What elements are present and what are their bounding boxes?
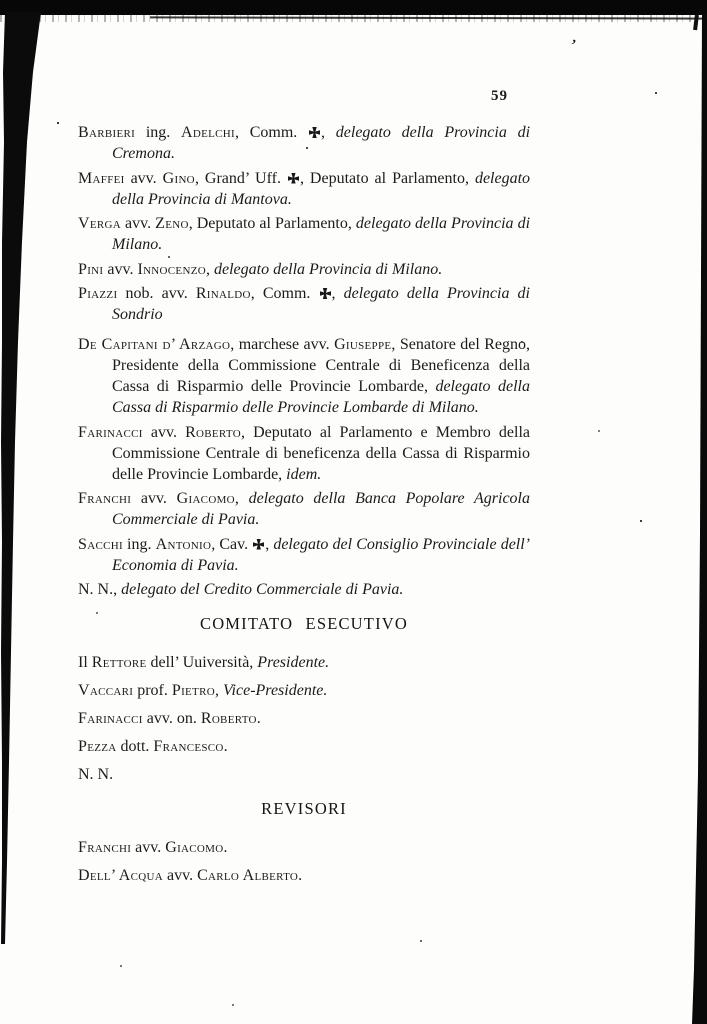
delegate-entry-piazzi <box>78 283 530 325</box>
person-forename: Gino <box>162 169 195 187</box>
delegate-entry-de-capitani <box>78 334 530 418</box>
person-name: Farinacci <box>78 710 143 727</box>
person-name: Pini <box>78 260 104 278</box>
text-run: , Grand’ Uff. <box>194 169 287 187</box>
text-run: , Comm. <box>234 124 309 141</box>
text-run: avv. <box>121 215 156 232</box>
text-run: Il <box>78 654 92 671</box>
text-run: , <box>234 490 249 507</box>
text-run: . <box>256 710 261 727</box>
section-heading-comitato: COMITATO ESECUTIVO <box>199 614 408 633</box>
person-name: Dell’ Acqua <box>78 867 163 884</box>
scan-edge-top <box>0 0 707 15</box>
text-run: , Senatore del Regno, Presidente della Commissione Centrale di Beneficenza della Cassa di Risparmio delle Provincie Lombarde, <box>112 336 531 395</box>
text-run: avv. <box>131 490 177 507</box>
comitato-member-pezza <box>78 736 530 757</box>
person-name: Franchi <box>78 839 132 856</box>
text-run: , <box>265 535 274 553</box>
role-italic: delegato della Provincia di Milano. <box>213 260 443 278</box>
text-run: avv. <box>131 839 166 856</box>
text-run: dott. <box>116 738 154 755</box>
revisori-member-dellacqua <box>78 865 530 886</box>
text-run: ing. <box>122 535 156 553</box>
scan-shadow-right <box>692 14 707 1024</box>
person-name: De Capitani d’ Arzago <box>78 336 231 353</box>
person-forename: Carlo Alberto <box>197 867 299 884</box>
person-forename: Giacomo <box>165 839 224 856</box>
person-forename: Innocenzo <box>137 260 206 278</box>
person-forename: Roberto <box>200 710 257 727</box>
delegate-entry-franchi <box>78 488 530 530</box>
comitato-member-farinacci <box>78 708 530 729</box>
role-italic: delegato della Provincia di Milano. <box>112 215 531 253</box>
text-run: , <box>205 260 214 278</box>
person-forename: Francesco <box>153 738 224 755</box>
text-run: avv. <box>124 169 163 187</box>
person-forename: Rinaldo <box>195 285 251 302</box>
text-run: . <box>298 867 303 884</box>
delegate-entry-barbieri <box>78 122 530 164</box>
person-forename: Antonio <box>155 535 212 553</box>
delegate-entry-farinacci <box>78 422 530 485</box>
text-run: prof. <box>133 682 172 699</box>
text-run: , marchese avv. <box>230 336 335 353</box>
role-italic: Presidente. <box>257 654 330 671</box>
text-run: , Deputato al Parlamento e Membro della Commissione Centrale di beneficenza della Cassa di Risparmio delle Provincie Lombarde, <box>112 423 530 483</box>
text-run: , <box>321 124 336 141</box>
revisori-member-franchi <box>78 837 530 858</box>
person-name: Piazzi <box>78 285 118 302</box>
text-run: ing. <box>135 124 181 141</box>
person-forename: Giacomo <box>176 490 235 507</box>
person-name: Franchi <box>78 490 132 507</box>
person-name: Maffei <box>78 169 125 187</box>
cross-icon <box>309 127 320 138</box>
delegate-entry-nn <box>78 579 530 600</box>
section-heading-revisori: REVISORI <box>261 799 347 818</box>
person-forename: Pietro <box>171 682 215 699</box>
role-italic: delegato della Provincia di Sondrio <box>112 285 530 323</box>
page-number: 59 <box>491 88 508 104</box>
delegate-entry-maffei <box>78 168 530 210</box>
role-italic: delegato del Consiglio Provinciale dell’ Economia di Pavia. <box>112 535 531 574</box>
text-run: N. N., <box>78 581 122 598</box>
text-run: avv. <box>142 423 186 441</box>
person-name: Pezza <box>78 738 117 755</box>
ink-mark: ’ <box>566 35 579 58</box>
text-run: , Deputato al Parlamento, <box>188 215 356 232</box>
text-run: avv. on. <box>142 710 201 727</box>
role-italic: delegato del Credito Commerciale di Pavia. <box>121 581 404 598</box>
text-run: N. N. <box>78 766 114 783</box>
role-italic: delegato della Provincia di Mantova. <box>112 169 531 208</box>
text-run: , <box>331 285 344 302</box>
cross-icon <box>288 173 299 184</box>
text-run: avv. <box>103 260 138 278</box>
role-italic: idem. <box>286 465 322 483</box>
delegate-entry-pini <box>78 259 530 280</box>
person-name: Sacchi <box>78 535 123 553</box>
text-run: , Comm. <box>250 285 319 302</box>
person-forename: Roberto <box>185 423 241 441</box>
person-name: Rettore <box>91 654 147 671</box>
scan-shadow-left <box>0 12 44 957</box>
comitato-member-nn <box>78 764 530 785</box>
person-name: Farinacci <box>78 423 143 441</box>
person-name: Barbieri <box>78 124 136 141</box>
text-run: , Deputato al Parlamento, <box>299 169 475 187</box>
text-run: , Cav. <box>211 535 253 553</box>
delegate-entry-verga <box>78 213 530 255</box>
role-italic: delegato della Cassa di Risparmio delle Provincie Lombarde di Milano. <box>112 378 530 416</box>
cross-icon <box>320 288 331 299</box>
text-run: . <box>223 738 228 755</box>
page-content <box>78 88 530 893</box>
comitato-member-rettore <box>78 652 530 673</box>
person-forename: Giuseppe <box>334 336 392 353</box>
text-run: dell’ Uuiversità, <box>146 654 258 671</box>
delegate-entry-sacchi <box>78 534 530 576</box>
scan-corner-tick <box>693 15 699 30</box>
person-name: Verga <box>78 215 121 232</box>
text-run: nob. avv. <box>117 285 196 302</box>
person-name: Vaccari <box>78 682 134 699</box>
text-run: , <box>214 682 223 699</box>
role-italic: Vice-Presidente. <box>222 682 328 699</box>
cross-icon <box>253 539 264 550</box>
role-italic: delegato della Banca Popolare Agricola Commerciale di Pavia. <box>112 490 531 528</box>
text-run: . <box>223 839 228 856</box>
role-italic: delegato della Provincia di Cremona. <box>112 124 531 162</box>
comitato-member-vaccari <box>78 680 530 701</box>
person-forename: Adelchi <box>181 124 235 141</box>
text-run: avv. <box>163 867 198 884</box>
person-forename: Zeno <box>155 215 189 232</box>
